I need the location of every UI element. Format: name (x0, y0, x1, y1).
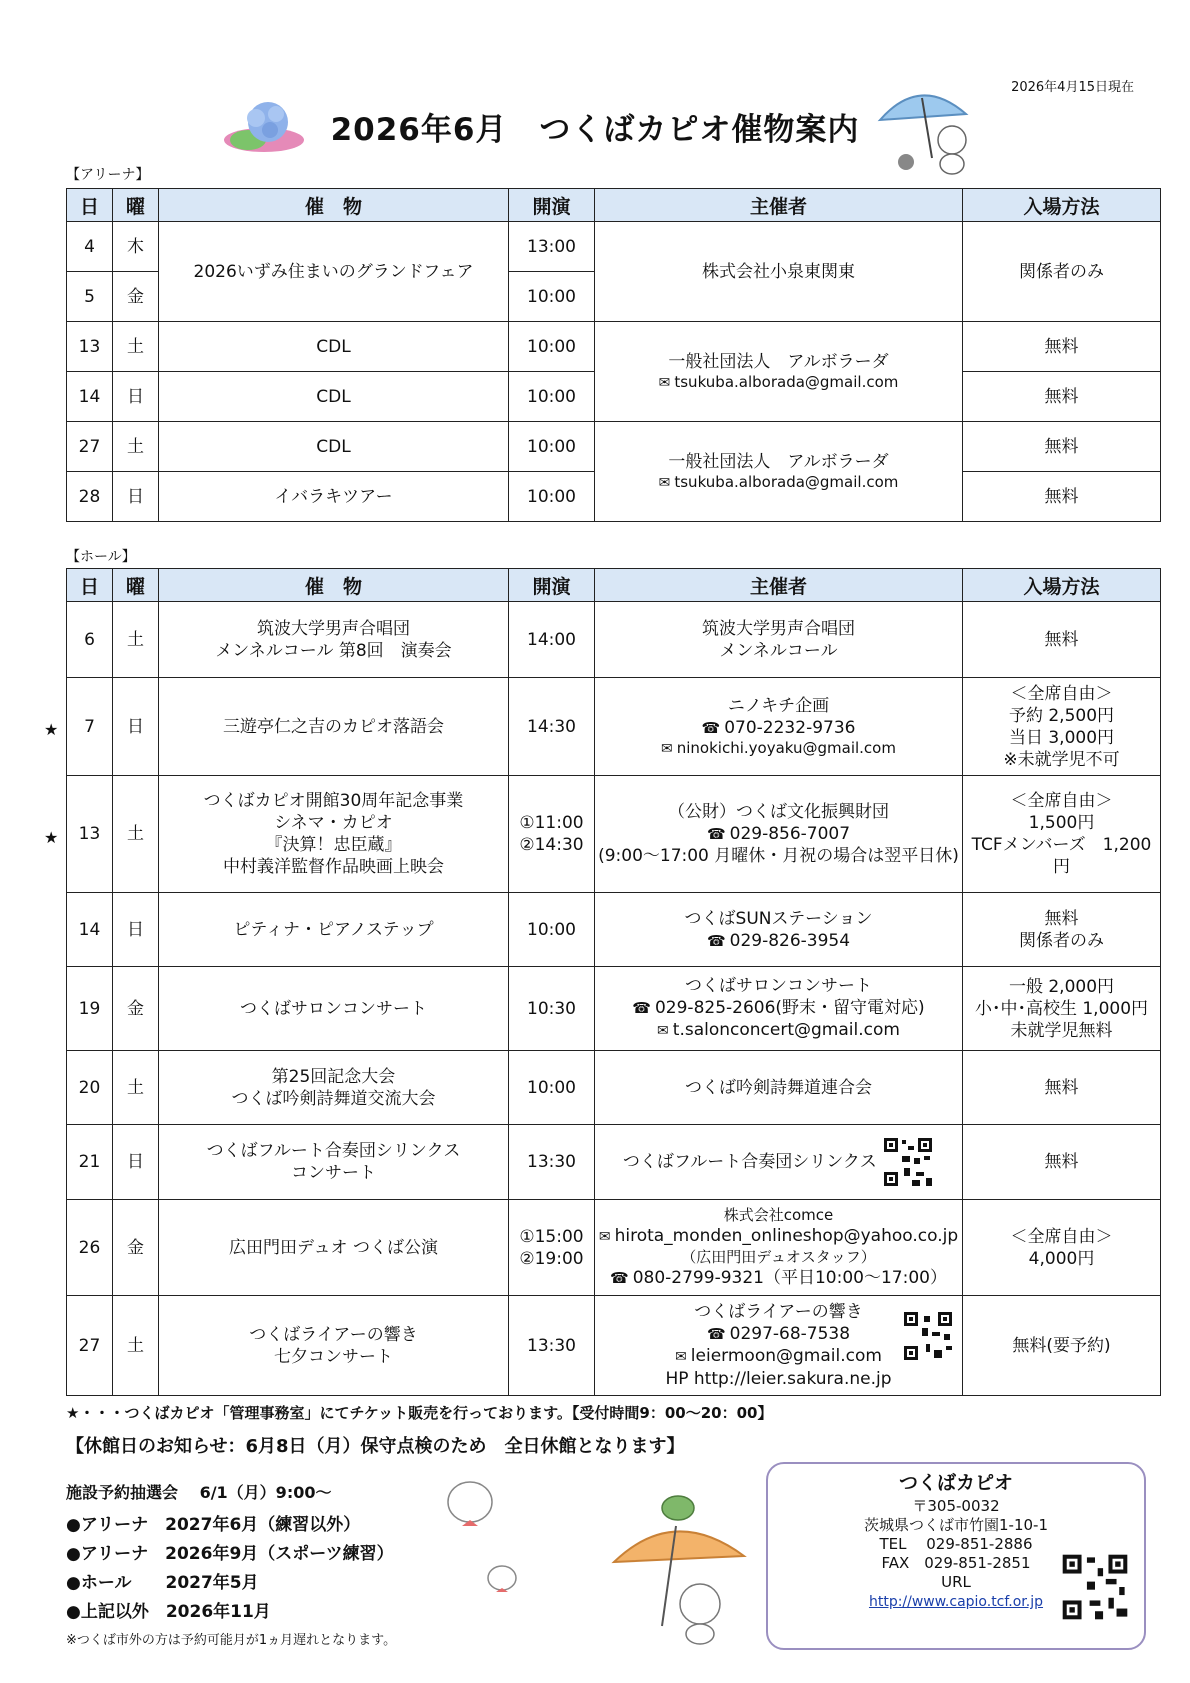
day-cell: 5 (67, 272, 113, 322)
organizer-email: tsukuba.alborada@gmail.com (674, 472, 899, 491)
ticket-note: ★・・・つくばカピオ「管理事務室」にてチケット販売を行っております。【受付時間9：00～20：00】 (66, 1404, 773, 1422)
dow-cell: 日 (113, 1125, 159, 1200)
organizer-cell: つくばライアーの響き ☎ 0297-68-7538 ✉ leiermoon@gmail.com HP http://leier.sakura.ne.jp (595, 1296, 963, 1396)
arena-table (66, 188, 1161, 522)
ticket-star-marker: ★ (44, 720, 59, 739)
envelope-icon: ✉ (661, 740, 673, 757)
dow-cell: 土 (113, 776, 159, 893)
event-cell: つくばライアーの響き 七夕コンサート (159, 1296, 509, 1396)
table-row (67, 602, 1161, 678)
entry-cell: ＜全席自由＞ 1,500円 TCFメンバーズ 1,200円 (963, 776, 1161, 893)
event-cell: 筑波大学男声合唱団 メンネルコール 第8回 演奏会 (159, 602, 509, 678)
time-cell: ①15:00 ②19:00 (509, 1200, 595, 1296)
hall-header-row (67, 569, 1161, 602)
day-cell: 19 (67, 967, 113, 1051)
table-row (67, 678, 1161, 776)
entry-cell: 無料 関係者のみ (963, 893, 1161, 967)
time-cell: 10:00 (509, 322, 595, 372)
dow-cell: 木 (113, 222, 159, 272)
list-item: ●アリーナ 2026年9月（スポーツ練習） (66, 1544, 394, 1564)
time-cell: 10:00 (509, 372, 595, 422)
header-dow: 曜 (113, 189, 159, 222)
entry-cell: ＜全席自由＞ 4,000円 (963, 1200, 1161, 1296)
telephone-icon: ☎ (610, 1269, 629, 1287)
event-cell: CDL (159, 422, 509, 472)
table-row (67, 893, 1161, 967)
entry-cell: 関係者のみ (963, 222, 1161, 322)
header-time: 開演 (509, 569, 595, 602)
dow-cell: 金 (113, 272, 159, 322)
organizer-cell: 筑波大学男声合唱団 メンネルコール (595, 602, 963, 678)
qr-code-icon[interactable] (902, 1310, 954, 1362)
arena-header-row (67, 189, 1161, 222)
time-cell: ①11:00 ②14:30 (509, 776, 595, 893)
organizer-cell (595, 322, 963, 422)
lottery-footnote: ※つくば市外の方は予約可能月が1ヵ月遅れとなります。 (66, 1633, 397, 1648)
time-cell: 13:30 (509, 1125, 595, 1200)
day-cell: 28 (67, 472, 113, 522)
hall-table (66, 568, 1161, 1396)
organizer-cell: つくば吟剣詩舞道連合会 (595, 1051, 963, 1125)
contact-tel: TEL 029-851-2886 (879, 1535, 1033, 1553)
contact-address: 茨城県つくば市竹園1-10-1 (864, 1516, 1048, 1534)
header-organizer: 主催者 (595, 189, 963, 222)
list-item: ●アリーナ 2027年6月（練習以外） (66, 1515, 361, 1535)
dow-cell: 日 (113, 372, 159, 422)
organizer-cell: つくばSUNステーション ☎ 029-826-3954 (595, 893, 963, 967)
organizer-cell: ニノキチ企画 ☎ 070-2232-9736 ✉ ninokichi.yoyaku@gmail.com (595, 678, 963, 776)
time-cell: 10:00 (509, 893, 595, 967)
day-cell: 7 (67, 678, 113, 776)
day-cell: 14 (67, 372, 113, 422)
list-item: ●ホール 2027年5月 (66, 1573, 259, 1593)
table-row (67, 1051, 1161, 1125)
header-dow: 曜 (113, 569, 159, 602)
event-cell: CDL (159, 322, 509, 372)
dow-cell: 金 (113, 1200, 159, 1296)
dow-cell: 日 (113, 678, 159, 776)
day-cell: 26 (67, 1200, 113, 1296)
event-cell: 広田門田デュオ つくば公演 (159, 1200, 509, 1296)
telephone-icon: ☎ (632, 999, 651, 1017)
day-cell: 6 (67, 602, 113, 678)
event-cell: CDL (159, 372, 509, 422)
event-cell: イバラキツアー (159, 472, 509, 522)
contact-name: つくばカピオ (898, 1472, 1013, 1494)
table-row (67, 422, 1161, 472)
arena-section-label: 【アリーナ】 (66, 167, 150, 183)
dow-cell: 日 (113, 472, 159, 522)
time-cell: 13:30 (509, 1296, 595, 1396)
organizer-cell: （公財）つくば文化振興財団 ☎ 029-856-7007 (9:00～17:00 月曜休・月祝の場合は翌平日休) (595, 776, 963, 893)
time-cell: 10:00 (509, 472, 595, 522)
day-cell: 27 (67, 1296, 113, 1396)
organizer-name: 一般社団法人 アルボラーダ (668, 351, 889, 372)
qr-code-icon[interactable] (1060, 1552, 1130, 1622)
table-row (67, 776, 1161, 893)
organizer-cell: つくばサロンコンサート ☎ 029-825-2606(野末・留守電対応) ✉ t.salonconcert@gmail.com (595, 967, 963, 1051)
dow-cell: 土 (113, 1296, 159, 1396)
as-of-date: 2026年4月15日現在 (1011, 80, 1134, 95)
entry-cell: 無料 (963, 1125, 1161, 1200)
time-cell: 10:00 (509, 1051, 595, 1125)
table-row (67, 967, 1161, 1051)
time-cell: 10:00 (509, 422, 595, 472)
day-cell: 14 (67, 893, 113, 967)
organizer-cell: 株式会社小泉東関東 (595, 222, 963, 322)
envelope-icon: ✉ (658, 474, 671, 491)
organizer-name: 一般社団法人 アルボラーダ (668, 451, 889, 472)
header-time: 開演 (509, 189, 595, 222)
cat-umbrella-frog-illustration (604, 1486, 754, 1646)
day-cell: 20 (67, 1051, 113, 1125)
ticket-star-marker: ★ (44, 828, 59, 847)
day-cell: 4 (67, 222, 113, 272)
entry-cell: 無料 (963, 422, 1161, 472)
page-title: 2026年6月 つくばカピオ催物案内 (330, 112, 860, 148)
header-day: 日 (67, 189, 113, 222)
telephone-icon: ☎ (701, 718, 721, 737)
contact-url-label: URL (941, 1573, 971, 1591)
envelope-icon: ✉ (675, 1349, 687, 1365)
organizer-cell (595, 422, 963, 522)
envelope-icon: ✉ (598, 1229, 611, 1245)
entry-cell: 無料 (963, 372, 1161, 422)
contact-zip: 〒305-0032 (912, 1497, 1000, 1515)
event-cell: 三遊亭仁之吉のカピオ落語会 (159, 678, 509, 776)
telephone-icon: ☎ (706, 931, 726, 950)
event-cell: 第25回記念大会 つくば吟剣詩舞道交流大会 (159, 1051, 509, 1125)
entry-cell: 無料 (963, 1051, 1161, 1125)
dow-cell: 土 (113, 422, 159, 472)
event-cell: ピティナ・ピアノステップ (159, 893, 509, 967)
telephone-icon: ☎ (706, 1325, 726, 1343)
envelope-icon: ✉ (658, 374, 671, 391)
header-entry: 入場方法 (963, 189, 1161, 222)
day-cell: 13 (67, 322, 113, 372)
day-cell: 27 (67, 422, 113, 472)
contact-url-link[interactable]: http://www.capio.tcf.or.jp (868, 1594, 1044, 1610)
closed-day-notice: 【休館日のお知らせ：6月8日（月）保守点検のため 全日休館となります】 (66, 1436, 685, 1457)
dow-cell: 土 (113, 322, 159, 372)
organizer-cell: つくばフルート合奏団シリンクス (595, 1125, 963, 1200)
entry-cell: ＜全席自由＞ 予約 2,500円 当日 3,000円 ※未就学児不可 (963, 678, 1161, 776)
day-cell: 21 (67, 1125, 113, 1200)
table-row (67, 222, 1161, 272)
organizer-email: tsukuba.alborada@gmail.com (674, 372, 899, 391)
time-cell: 13:00 (509, 222, 595, 272)
dow-cell: 土 (113, 1051, 159, 1125)
event-cell: つくばフルート合奏団シリンクス コンサート (159, 1125, 509, 1200)
header-organizer: 主催者 (595, 569, 963, 602)
header-event: 催 物 (159, 189, 509, 222)
time-cell: 14:00 (509, 602, 595, 678)
lottery-section (66, 1478, 396, 1648)
envelope-icon: ✉ (657, 1023, 669, 1039)
header-event: 催 物 (159, 569, 509, 602)
dow-cell: 金 (113, 967, 159, 1051)
entry-cell: 一般 2,000円 小･中･高校生 1,000円 未就学児無料 (963, 967, 1161, 1051)
header-entry: 入場方法 (963, 569, 1161, 602)
dow-cell: 日 (113, 893, 159, 967)
entry-cell: 無料 (963, 602, 1161, 678)
contact-fax: FAX 029-851-2851 (881, 1554, 1031, 1572)
lottery-heading: 施設予約抽選会 6/1（月）9:00～ (66, 1483, 332, 1502)
event-cell: つくばサロンコンサート (159, 967, 509, 1051)
table-row (67, 1296, 1161, 1396)
qr-code-icon[interactable] (882, 1136, 934, 1188)
dow-cell: 土 (113, 602, 159, 678)
entry-cell: 無料 (963, 472, 1161, 522)
entry-cell: 無料(要予約) (963, 1296, 1161, 1396)
day-cell: 13 (67, 776, 113, 893)
organizer-cell: 株式会社comce ✉ hirota_monden_onlineshop@yahoo.co.jp （広田門田デュオスタッフ） ☎ 080-2799-9321（平日10:00～17:00） (595, 1200, 963, 1296)
hall-section-label: 【ホール】 (66, 549, 136, 565)
table-row (67, 322, 1161, 372)
event-cell: つくばカピオ開館30周年記念事業 シネマ・カピオ 『決算！忠臣蔵』 中村義洋監督作品映画上映会 (159, 776, 509, 893)
time-cell: 14:30 (509, 678, 595, 776)
time-cell: 10:00 (509, 272, 595, 322)
ghost-illustration (440, 1474, 520, 1624)
telephone-icon: ☎ (706, 825, 726, 843)
table-row (67, 1125, 1161, 1200)
entry-cell: 無料 (963, 322, 1161, 372)
list-item: ●上記以外 2026年11月 (66, 1602, 271, 1622)
header-day: 日 (67, 569, 113, 602)
table-row (67, 1200, 1161, 1296)
event-cell: 2026いずみ住まいのグランドフェア (159, 222, 509, 322)
time-cell: 10:30 (509, 967, 595, 1051)
